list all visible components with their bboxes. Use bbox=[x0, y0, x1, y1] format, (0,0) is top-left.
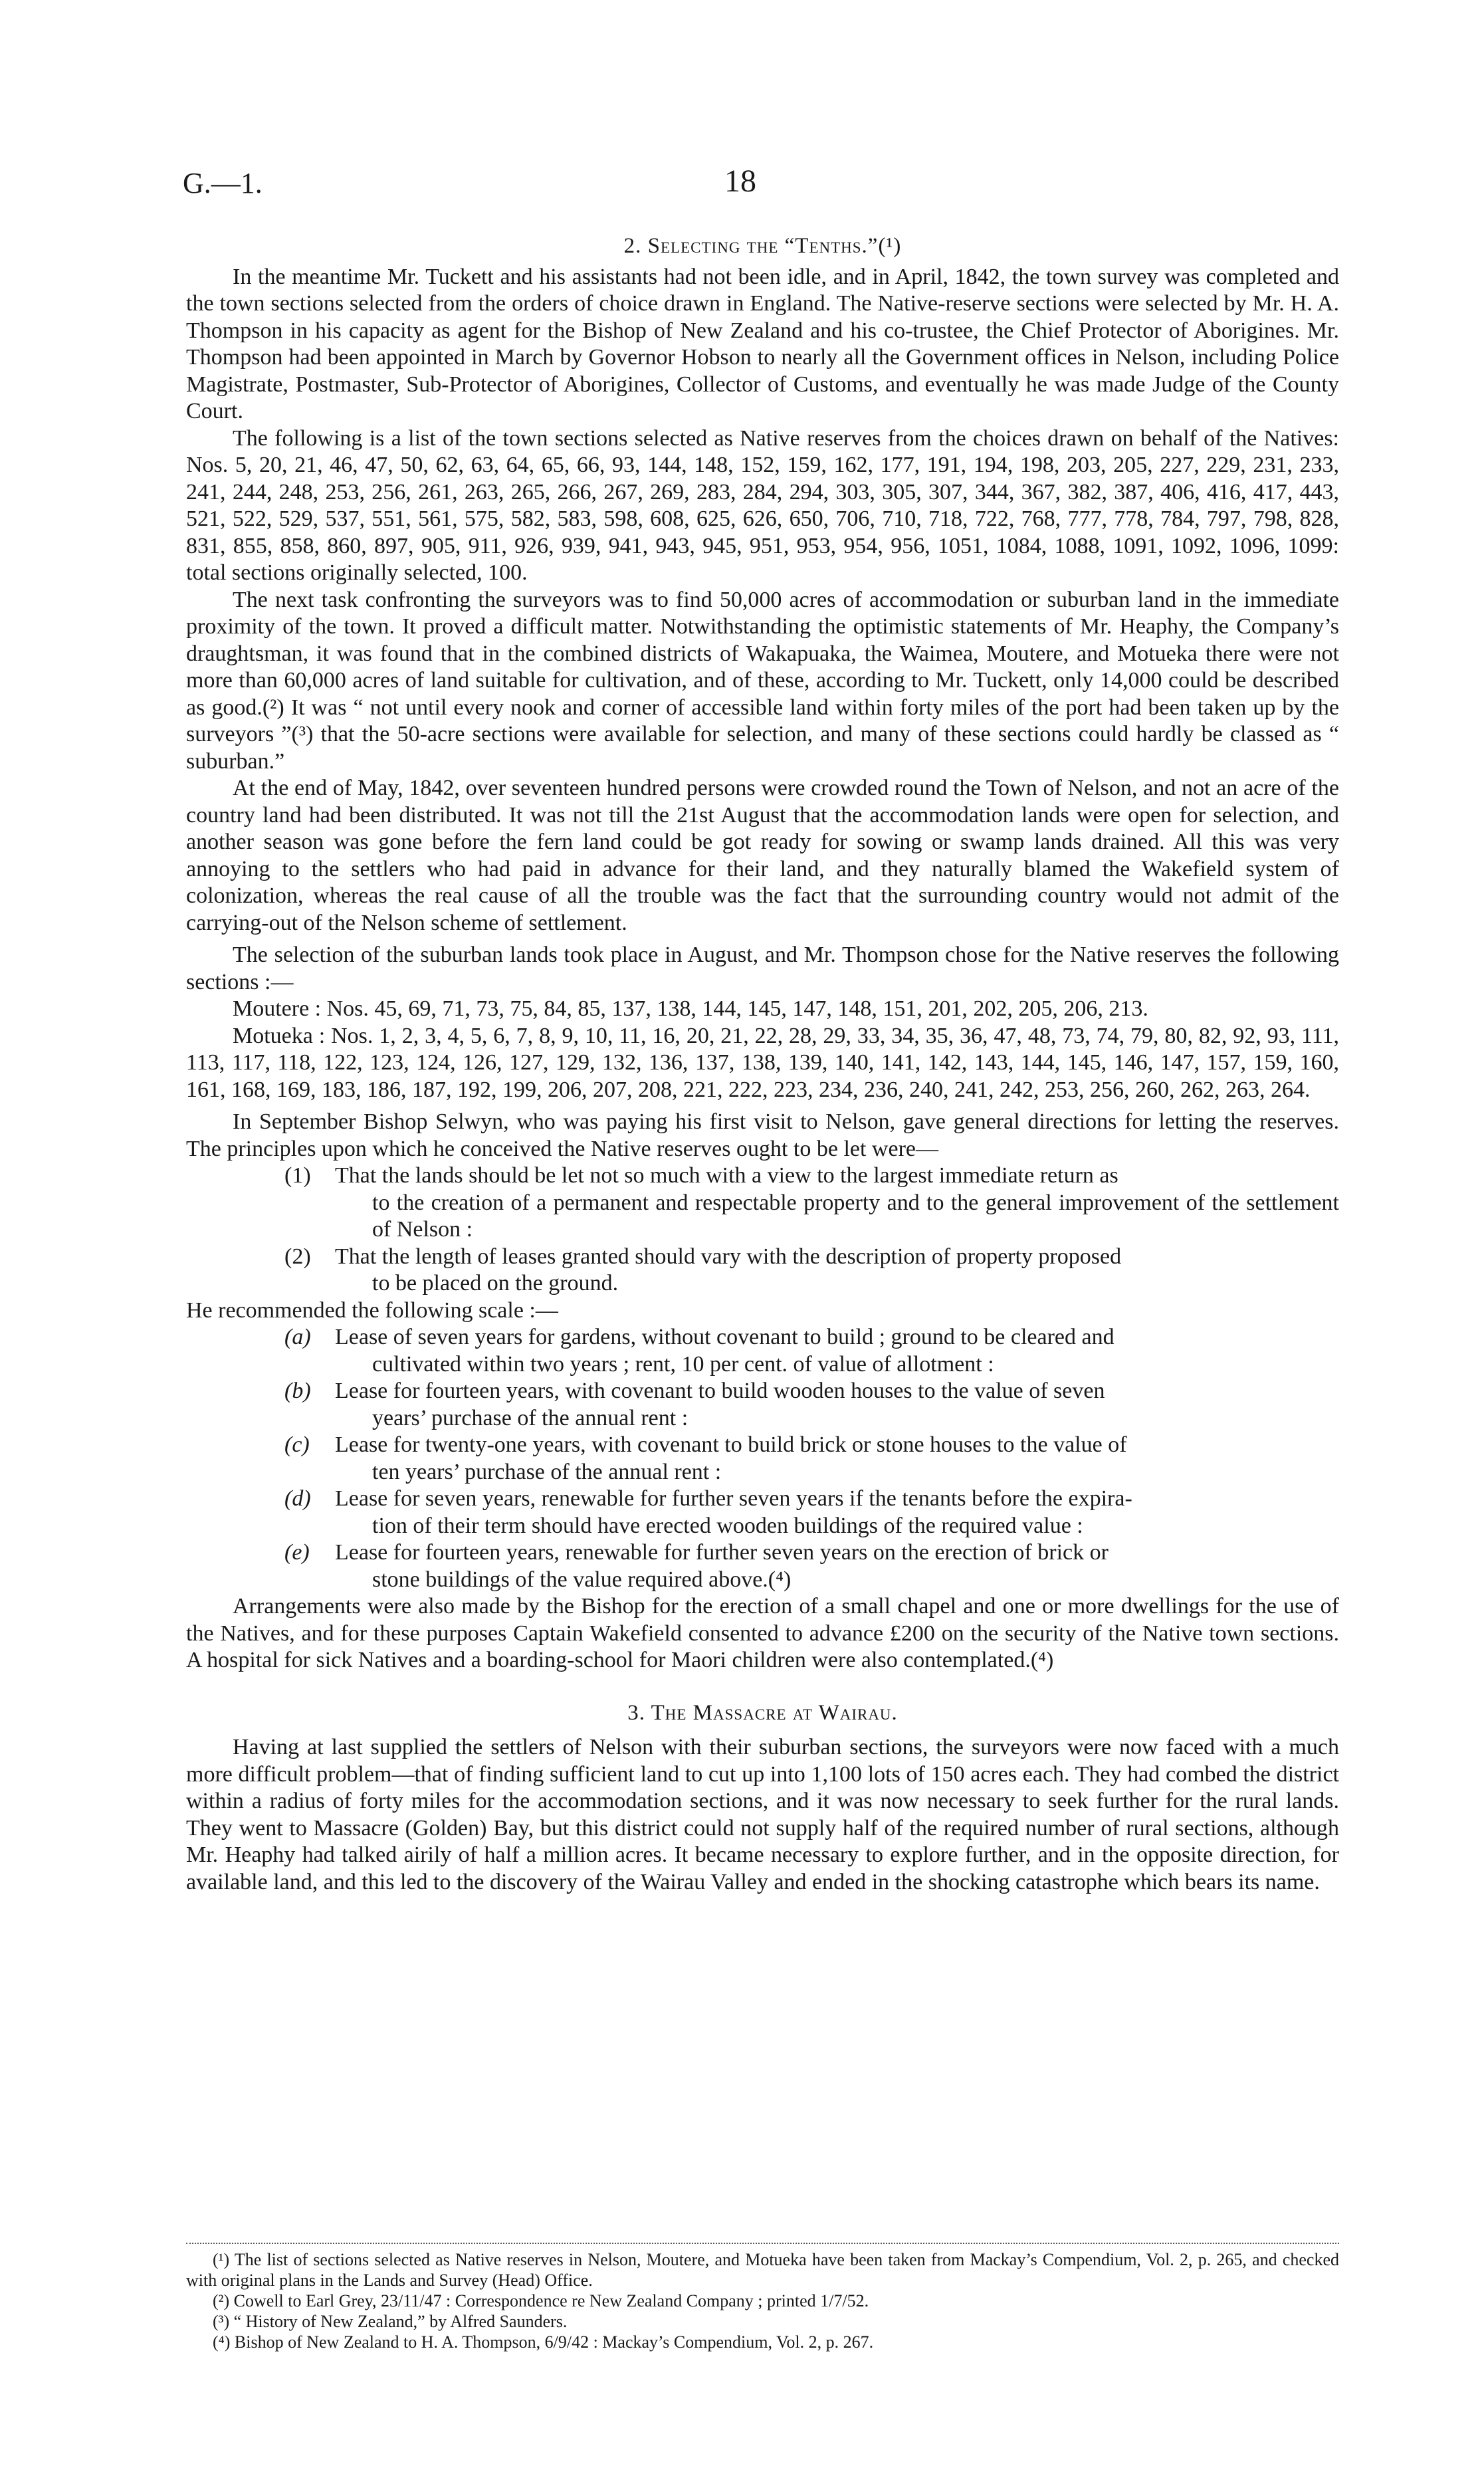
principle-item bbox=[186, 1163, 1339, 1244]
paragraph-rural-lands: Having at last supplied the settlers of Nelson with their suburban sections, the surveyors were now faced with a much more difficult problem—that of finding sufficient land to cut up into 1,100 lots of 150 acres each. They had combed the district within a radius of forty miles for the accommodation sections, and it was now necessary to seek further for the rural lands. They went to Massacre (Golden) Bay, but this district could not supply half of the required number of rural sections, although Mr. Heaphy had talked airily of half a million acres. It became necessary to explore further, and in the opposite direction, for available land, and this led to the discovery of the Wairau Valley and ended in the shocking catastrophe which bears its name. bbox=[186, 1735, 1339, 1894]
document-reference: G.—1. bbox=[183, 167, 263, 199]
item-text: Lease for fourteen years, renewable for further seven years on the erection of brick or bbox=[335, 1540, 1109, 1565]
paragraph-suburban-land: The next task confronting the surveyors was to find 50,000 acres of accommodation or suburban land in the immediate proximity of the town. It proved a difficult matter. Notwithstanding the optimistic statements of Mr. Heaphy, the Company’s draughtsman, it was found that in the combined districts of Wakapuaka, the Waimea, Moutere, and Motueka there were not more than 60,000 acres of land suitable for cultivation, and of these, according to Mr. Tuckett, only 14,000 could be described as good.(²) It was “ not until every nook and corner of accessible land within forty miles of the port had been taken up by the surveyors ”(³) that the 50-acre sections were available for selection, and many of these sections could hardly be classed as “ suburban.” bbox=[186, 587, 1339, 774]
item-text: That the length of leases granted should vary with the description of property proposed bbox=[335, 1244, 1122, 1269]
scale-item bbox=[186, 1539, 1339, 1593]
item-letter: (d) bbox=[284, 1486, 311, 1511]
section-heading-selecting-tenths: 2. Selecting the “Tenths.”(¹) bbox=[623, 234, 902, 258]
item-text: Lease for fourteen years, with covenant to build wooden houses to the value of seven bbox=[335, 1379, 1105, 1403]
item-text-continued: cultivated within two years ; rent, 10 per cent. of value of allotment : bbox=[372, 1351, 994, 1377]
item-text: That the lands should be let not so much with a view to the largest immediate return as bbox=[335, 1163, 1118, 1188]
paragraph-town-survey: In the meantime Mr. Tuckett and his assistants had not been idle, and in April, 1842, the town survey was completed and the town sections selected from the orders of choice drawn in England. The Native-reserve sections were selected by Mr. H. A. Thompson in his capacity as agent for the Bishop of New Zealand and his co-trustee, the Chief Protector of Aborigines. Mr. Thompson had been appointed in March by Governor Hobson to nearly all the Government offices in Nelson, including Police Magistrate, Postmaster, Sub-Protector of Aborigines, Collector of Customs, and eventually he was made Judge of the County Court. bbox=[186, 264, 1339, 423]
scale-item bbox=[186, 1432, 1339, 1486]
footnote-divider bbox=[186, 2243, 1339, 2244]
item-text: Lease of seven years for gardens, without covenant to build ; ground to be cleared and bbox=[335, 1325, 1114, 1349]
page-number: 18 bbox=[724, 164, 756, 199]
paragraph-end-of-may: At the end of May, 1842, over seventeen hundred persons were crowded round the Town of Nelson, and not an acre of the country land had been distributed. It was not till the 21st August that the accommodation lands were open for selection, and another season was gone before the fern land could be got ready for sowing or swamp lands drained. All this was very annoying to the settlers who had paid in advance for their land, and they naturally blamed the Wakefield system of colonization, whereas the real cause of all the trouble was the fact that the surrounding country would not admit of the carrying-out of the Nelson scheme of settlement. bbox=[186, 776, 1339, 935]
footnote: (⁴) Bishop of New Zealand to H. A. Thompson, 6/9/42 : Mackay’s Compendium, Vol. 2, p. 267. bbox=[213, 2332, 874, 2352]
item-letter: (b) bbox=[284, 1379, 311, 1403]
item-letter: (a) bbox=[284, 1325, 311, 1349]
scale-item bbox=[186, 1324, 1339, 1378]
scale-intro: He recommended the following scale :— bbox=[186, 1297, 558, 1323]
moutere-sections: Moutere : Nos. 45, 69, 71, 73, 75, 84, 85, 137, 138, 144, 145, 147, 148, 151, 201, 202, 205, 206, 213. bbox=[233, 996, 1148, 1021]
item-text-continued: to be placed on the ground. bbox=[372, 1271, 619, 1295]
footnotes bbox=[186, 2249, 1339, 2352]
item-text-continued: stone buildings of the value required above.(⁴) bbox=[372, 1567, 792, 1592]
item-text-continued: years’ purchase of the annual rent : bbox=[372, 1405, 689, 1430]
footnote: (²) Cowell to Earl Grey, 23/11/47 : Correspondence re New Zealand Company ; printed 1/7/52. bbox=[213, 2291, 869, 2310]
item-text: Lease for twenty-one years, with covenant to build brick or stone houses to the value of bbox=[335, 1432, 1127, 1457]
item-text-continued: ten years’ purchase of the annual rent : bbox=[372, 1459, 722, 1484]
item-number: (2) bbox=[284, 1244, 311, 1269]
paragraph-suburban-selection: The selection of the suburban lands took place in August, and Mr. Thompson chose for the Native reserves the following sections :— bbox=[186, 943, 1339, 994]
body-text bbox=[186, 233, 1339, 1896]
item-letter: (c) bbox=[284, 1432, 310, 1457]
item-letter: (e) bbox=[284, 1540, 310, 1565]
principle-item bbox=[186, 1244, 1339, 1297]
motueka-sections: Motueka : Nos. 1, 2, 3, 4, 5, 6, 7, 8, 9, 10, 11, 16, 20, 21, 22, 28, 29, 33, 34, 35, 36, 47, 48, 73, 74, 79, 80, 82, 92, 93, 111, 113, 117, 118, 122, 123, 124, 126, 127, 129, 132, 136, 137, 138, 139, 140, 141, 142, 143, 144, 145, 146, 147, 157, 159, 160, 161, 168, 169, 183, 186, 187, 192, 199, 206, 207, 208, 221, 222, 223, 234, 236, 240, 241, 242, 253, 256, 260, 262, 263, 264. bbox=[186, 1023, 1339, 1102]
section-heading-massacre-wairau: 3. The Massacre at Wairau. bbox=[627, 1700, 898, 1725]
item-text-continued: to the creation of a permanent and respectable property and to the general improvement of the settlement of Nelson : bbox=[372, 1190, 1339, 1242]
item-number: (1) bbox=[284, 1163, 311, 1188]
footnote: (³) “ History of New Zealand,” by Alfred Saunders. bbox=[213, 2312, 568, 2331]
scale-item bbox=[186, 1486, 1339, 1539]
footnote: (¹) The list of sections selected as Native reserves in Nelson, Moutere, and Motueka have been taken from Mackay’s Compendium, Vol. 2, p. 265, and checked with original plans in the Lands and Survey (Head) Office. bbox=[186, 2250, 1339, 2290]
paragraph-town-sections-list: The following is a list of the town sections selected as Native reserves from the choices drawn on behalf of the Natives: Nos. 5, 20, 21, 46, 47, 50, 62, 63, 64, 65, 66, 93, 144, 148, 152, 159, 162, 177, 191, 194, 198, 203, 205, 227, 229, 231, 233, 241, 244, 248, 253, 256, 261, 263, 265, 266, 267, 269, 283, 284, 294, 303, 305, 307, 344, 367, 382, 387, 406, 416, 417, 443, 521, 522, 529, 537, 551, 561, 575, 582, 583, 598, 608, 625, 626, 650, 706, 710, 718, 722, 768, 777, 778, 784, 797, 798, 828, 831, 855, 858, 860, 897, 905, 911, 926, 939, 941, 943, 945, 951, 953, 954, 956, 1051, 1084, 1088, 1091, 1092, 1096, 1099: total sections originally selected, 100. bbox=[186, 425, 1339, 585]
paragraph-arrangements: Arrangements were also made by the Bishop for the erection of a small chapel and one or more dwellings for the use of the Natives, and for these purposes Captain Wakefield consented to advance £200 on the security of the Native town sections. A hospital for sick Natives and a boarding-school for Maori children were also contemplated.(⁴) bbox=[186, 1594, 1339, 1672]
item-text-continued: tion of their term should have erected wooden buildings of the required value : bbox=[372, 1513, 1083, 1538]
scale-item bbox=[186, 1378, 1339, 1432]
paragraph-bishop-selwyn: In September Bishop Selwyn, who was paying his first visit to Nelson, gave general directions for letting the reserves. The principles upon which he conceived the Native reserves ought to be let were— bbox=[186, 1109, 1339, 1161]
item-text: Lease for seven years, renewable for further seven years if the tenants before the expira- bbox=[335, 1486, 1132, 1511]
